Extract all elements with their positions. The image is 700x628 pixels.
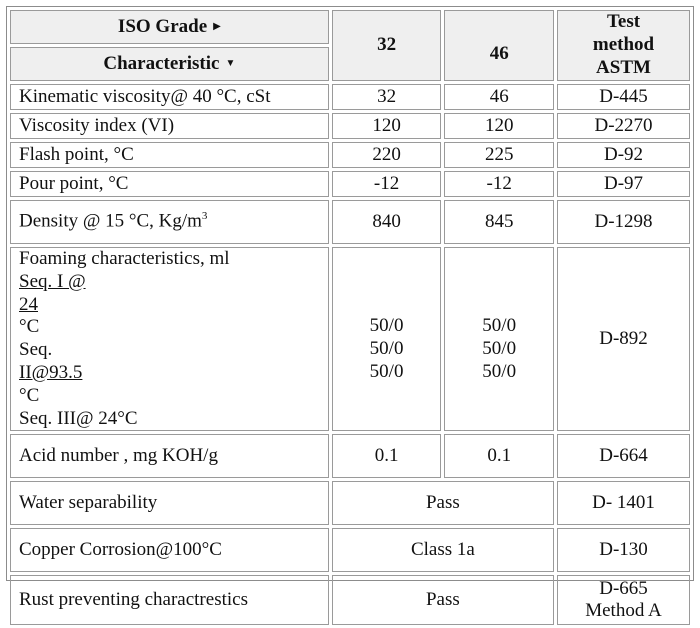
cell-value-32: 0.1 (332, 434, 442, 478)
foaming-title: Foaming characteristics, ml (19, 248, 230, 269)
row-label-copper-corrosion: Copper Corrosion@100°C (10, 528, 329, 572)
foaming-32-seq3: 50/0 (369, 360, 404, 382)
cell-value-46: 46 (444, 84, 554, 110)
cell-test-method: D-2270 (557, 113, 690, 139)
cell-test-method: D-445 (557, 84, 690, 110)
cell-value-46-foaming (444, 247, 554, 431)
row-label-water-separability: Water separability (10, 481, 329, 525)
foaming-32-seq1: 50/0 (369, 314, 404, 336)
triangle-down-icon: ▼ (225, 58, 236, 70)
row-label-rust-preventing: Rust preventing charactrestics (10, 575, 329, 625)
cell-value-32: 120 (332, 113, 442, 139)
cell-value-32: 220 (332, 142, 442, 168)
cell-test-method: D-97 (557, 171, 690, 197)
characteristic-label: Characteristic (103, 52, 220, 74)
rust-method-line1: D-665 (599, 577, 648, 599)
cell-test-method (557, 575, 690, 625)
cell-test-method: D-92 (557, 142, 690, 168)
test-method-line2: method (592, 34, 655, 56)
cell-value-32: -12 (332, 171, 442, 197)
foaming-seq3-label: Seq. III@ 24°C (19, 407, 138, 429)
cell-value-32-foaming (332, 247, 442, 431)
triangle-right-icon: ▶ (213, 21, 221, 33)
table-row (10, 481, 690, 525)
table-row (10, 113, 690, 139)
row-label-flash-point: Flash point, °C (10, 142, 329, 168)
table-row (10, 528, 690, 572)
cell-test-method: D-664 (557, 434, 690, 478)
grade-46-header: 46 (444, 10, 554, 81)
foaming-seq2-suffix: °C (19, 384, 40, 406)
cell-value-merged: Pass (332, 575, 554, 625)
foaming-46-seq3: 50/0 (482, 360, 517, 382)
row-label-foaming (10, 247, 329, 431)
foaming-seq2-label (19, 339, 320, 407)
characteristic-header (10, 47, 329, 81)
foaming-seq2-prefix: Seq. (19, 339, 53, 361)
cell-value-46: 0.1 (444, 434, 554, 478)
row-label-density (10, 200, 329, 244)
row-label-pour-point: Pour point, °C (10, 171, 329, 197)
cell-value-46: 225 (444, 142, 554, 168)
foaming-seq1-temp: 24 (19, 293, 38, 315)
cell-value-merged: Pass (332, 481, 554, 525)
row-label-kinematic-viscosity: Kinematic viscosity@ 40 °C, cSt (10, 84, 329, 110)
density-unit-superscript: 3 (201, 210, 208, 223)
cell-value-merged: Class 1a (332, 528, 554, 572)
foaming-seq2-temp: II@93.5 (19, 361, 83, 383)
cell-test-method: D-892 (557, 247, 690, 431)
rust-method-line2: Method A (585, 600, 662, 622)
table-row-foaming (10, 247, 690, 431)
foaming-46-seq1: 50/0 (482, 314, 517, 336)
foaming-seq1-label (19, 271, 320, 339)
density-label-text: Density @ 15 °C, Kg/m (19, 210, 202, 232)
table-row (10, 575, 690, 625)
test-method-line1: Test (606, 11, 641, 33)
foaming-seq1-prefix: Seq. I @ (19, 270, 86, 292)
table-row (10, 171, 690, 197)
specification-table-frame (6, 6, 694, 622)
iso-grade-header (10, 10, 329, 44)
grade-32-header: 32 (332, 10, 442, 81)
cell-value-32: 840 (332, 200, 442, 244)
table-row (10, 434, 690, 478)
row-label-viscosity-index: Viscosity index (VI) (10, 113, 329, 139)
oil-specification-table (7, 7, 693, 628)
foaming-46-seq2: 50/0 (482, 337, 517, 359)
cell-value-46: 845 (444, 200, 554, 244)
row-label-acid-number: Acid number , mg KOH/g (10, 434, 329, 478)
cell-value-32: 32 (332, 84, 442, 110)
table-row (10, 200, 690, 244)
cell-value-46: -12 (444, 171, 554, 197)
foaming-32-seq2: 50/0 (369, 337, 404, 359)
cell-test-method: D-130 (557, 528, 690, 572)
cell-test-method: D-1298 (557, 200, 690, 244)
test-method-line3: ASTM (596, 56, 651, 78)
table-row (10, 84, 690, 110)
table-row (10, 142, 690, 168)
cell-value-46: 120 (444, 113, 554, 139)
cell-test-method: D- 1401 (557, 481, 690, 525)
foaming-seq1-suffix: °C (19, 316, 40, 338)
iso-grade-label: ISO Grade (117, 15, 208, 37)
header-row-iso-grade (10, 10, 690, 44)
test-method-header (557, 10, 690, 81)
